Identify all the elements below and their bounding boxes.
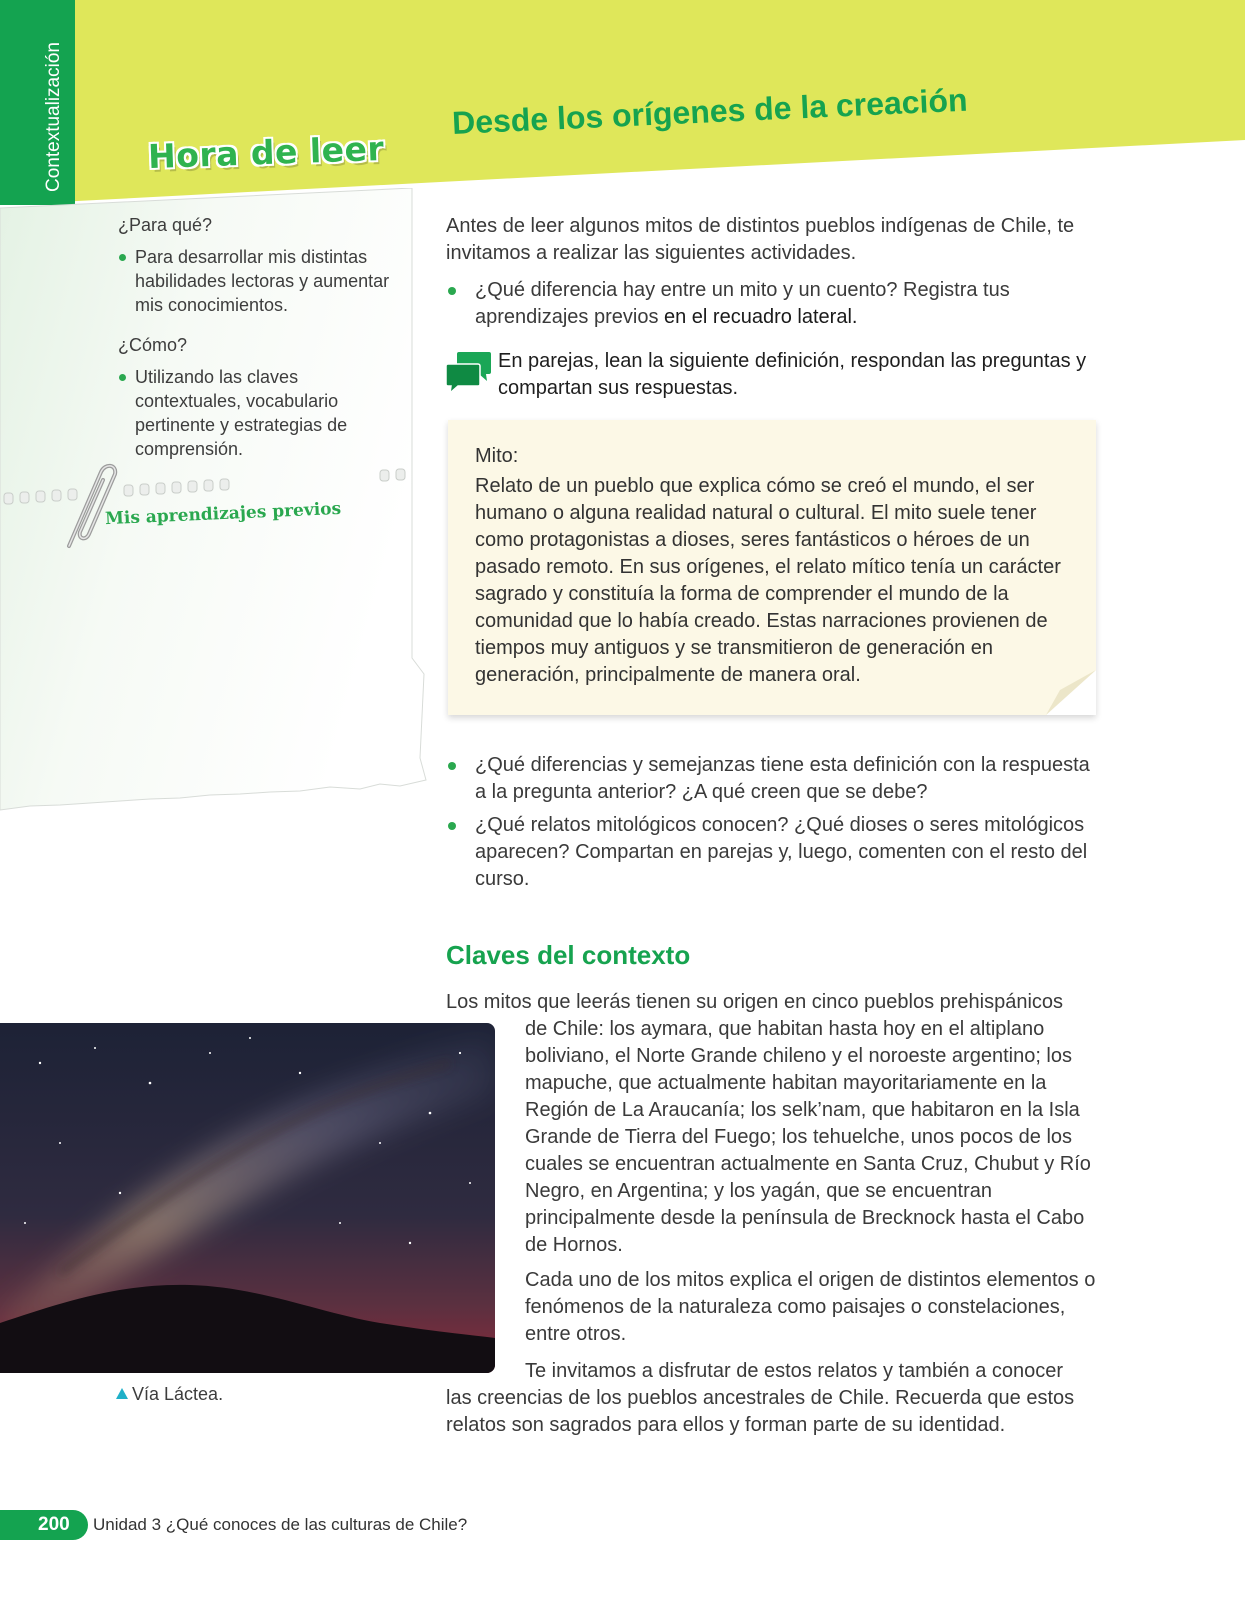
para-que-heading: ¿Para qué?: [118, 215, 213, 235]
definition-title: Mito:: [475, 445, 519, 467]
page-curl-icon: [1036, 670, 1096, 715]
photo-caption-text: Vía Láctea.: [132, 1384, 224, 1404]
photo-caption: [116, 1384, 223, 1405]
section-side-tab-label: Contextualización: [43, 42, 64, 192]
pair-activity: [446, 348, 1096, 402]
question-item: ¿Qué relatos mitológicos conocen? ¿Qué dioses o seres mitológicos aparecen? Compartan en parejas y, luego, comenten con el resto del curso.: [446, 812, 1091, 893]
definition-body: Relato de un pueblo que explica cómo se creó el mundo, el ser humano o alguna realidad natural o cultural. El mito suele tener como protagonistas a dioses, seres fantásticos o héroes de un pasado remoto. En sus orígenes, el relato mítico tenía un carácter sagrado y constituía la forma de comprender el mundo de la comunidad que lo había creado. Estas narraciones provienen de tiempos muy antiguos y se transmitieron de generación en generación, principalmente de manera oral.: [475, 475, 1061, 686]
context-p2: Cada uno de los mitos explica el origen de distintos elementos o fenómenos de la naturaleza como paisajes o constelaciones, entre otros.: [525, 1269, 1096, 1345]
page-title: Desde los orígenes de la creación: [451, 81, 969, 142]
context-p1-body: de Chile: los aymara, que habitan hasta hoy en el altiplano boliviano, el Norte Grande chileno y el noroeste argentino; los mapuche, que actualmente habitan mayoritariamente en la Región de La Araucanía; los selk’nam, que habitaron en la Isla Grande de Tierra del Fuego; los tehuelche, unos pocos de los cuales se encuentran actualmente en Santa Cruz, Chubut y Río Negro, en Argentina; y los yagán, que se encuentran principalmente desde la península de Brecknock hasta el Cabo de Hornos.: [525, 1018, 1091, 1256]
caption-triangle-icon: [116, 1388, 128, 1399]
page-number: 200: [0, 1510, 88, 1540]
intro-text: Antes de leer algunos mitos de distintos pueblos indígenas de Chile, te invitamos a realizar las siguientes actividades.: [446, 215, 1075, 264]
intro-question-text: ¿Qué diferencia hay entre un mito y un cuento? Registra tus aprendizajes previos: [475, 279, 1010, 328]
definition-card: [448, 420, 1096, 715]
question-item: ¿Qué diferencias y semejanzas tiene esta definición con la respuesta a la pregunta anterior? ¿A qué creen que se debe?: [446, 752, 1091, 806]
prior-learning-label: Mis aprendizajes previos: [104, 498, 342, 530]
milky-way-photo: [0, 1023, 495, 1373]
intro-question: [446, 277, 1091, 331]
context-p1-first-line: Los mitos que leerás tienen su origen en cinco pueblos prehispánicos: [446, 991, 1064, 1013]
reading-purpose: [118, 213, 408, 477]
unit-label: Unidad 3 ¿Qué conoces de las culturas de Chile?: [93, 1515, 468, 1534]
followup-questions: [446, 752, 1091, 893]
context-heading: Claves del contexto: [446, 940, 691, 970]
pair-activity-text: En parejas, lean la siguiente definición, respondan las preguntas y compartan sus respuestas.: [498, 350, 1087, 399]
intro-question-emphasis: en el recuadro lateral.: [664, 306, 858, 328]
como-answer: Utilizando las claves contextuales, vocabulario pertinente y estrategias de comprensión.: [118, 365, 408, 461]
intro-section: [446, 213, 1091, 331]
como-heading: ¿Cómo?: [118, 335, 188, 355]
pair-discussion-icon: [446, 350, 492, 399]
context-p3-first-line: Te invitamos a disfrutar de estos relatos y también a conocer: [525, 1360, 1064, 1382]
para-que-answer: Para desarrollar mis distintas habilidades lectoras y aumentar mis conocimientos.: [118, 245, 408, 317]
context-p3-body: las creencias de los pueblos ancestrales de Chile. Recuerda que estos relatos son sagrados para ellos y forman parte de su identidad.: [446, 1387, 1075, 1436]
section-badge: Hora de leer: [147, 128, 385, 177]
